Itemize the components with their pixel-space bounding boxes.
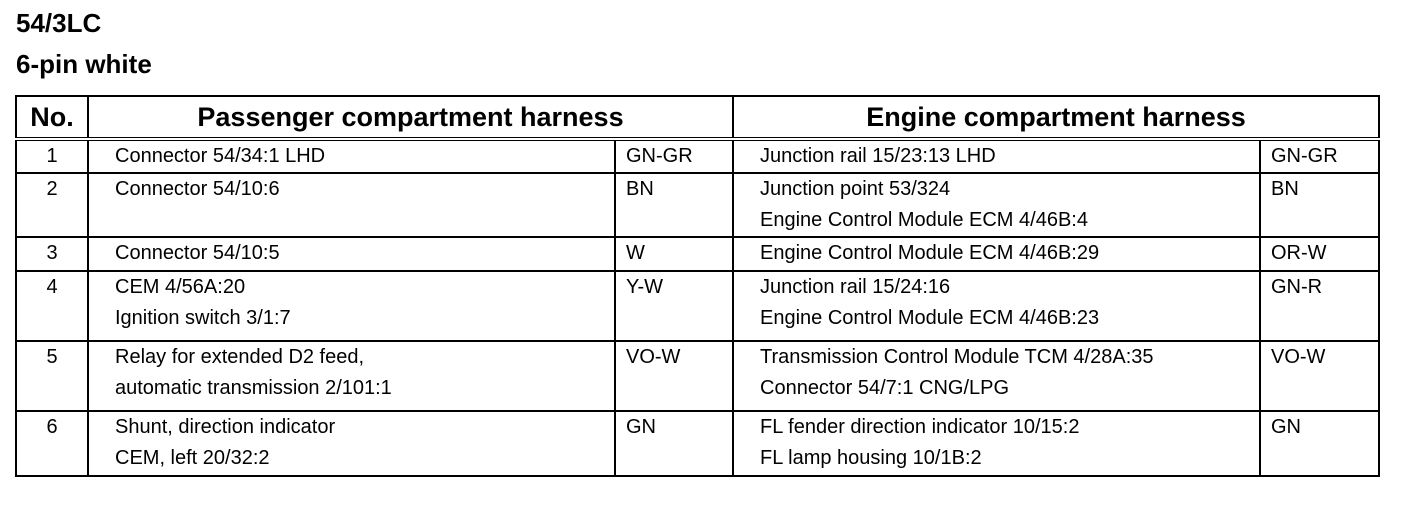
passenger-wire-color: W — [615, 237, 733, 271]
engine-wire-color: GN-GR — [1260, 139, 1379, 173]
header-no: No. — [16, 96, 88, 139]
engine-destination-line: FL fender direction indicator 10/15:2 — [760, 416, 1080, 438]
table-row — [16, 411, 1379, 476]
passenger-destination-line: Ignition switch 3/1:7 — [115, 307, 291, 329]
engine-destination-line: Engine Control Module ECM 4/46B:29 — [760, 242, 1100, 264]
engine-destination-line: Junction rail 15/24:16 — [760, 276, 951, 298]
engine-destination — [733, 341, 1260, 411]
pin-number: 2 — [16, 173, 88, 237]
engine-wire-color: VO-W — [1260, 341, 1379, 411]
engine-destination — [733, 271, 1260, 341]
pin-number: 4 — [16, 271, 88, 341]
passenger-wire-color: VO-W — [615, 341, 733, 411]
engine-destination-line: Connector 54/7:1 CNG/LPG — [760, 377, 1010, 399]
passenger-destination-line: CEM, left 20/32:2 — [115, 447, 270, 469]
passenger-destination-line: automatic transmission 2/101:1 — [115, 377, 392, 399]
passenger-destination-line: Shunt, direction indicator — [115, 416, 336, 438]
table-row — [16, 271, 1379, 341]
passenger-wire-color: Y-W — [615, 271, 733, 341]
engine-destination — [733, 173, 1260, 237]
passenger-destination — [88, 271, 615, 341]
pin-number: 1 — [16, 139, 88, 173]
table-body — [16, 139, 1379, 476]
table-row — [16, 237, 1379, 271]
table-row — [16, 139, 1379, 173]
passenger-destination-line: Connector 54/10:6 — [115, 178, 280, 200]
passenger-destination — [88, 341, 615, 411]
pin-number: 3 — [16, 237, 88, 271]
engine-wire-color: GN — [1260, 411, 1379, 476]
passenger-destination-line: CEM 4/56A:20 — [115, 276, 246, 298]
pinout-table — [15, 95, 1380, 477]
header-passenger-harness: Passenger compartment harness — [88, 96, 733, 139]
header-engine-harness: Engine compartment harness — [733, 96, 1379, 139]
engine-destination-line: FL lamp housing 10/1B:2 — [760, 447, 982, 469]
engine-destination-line: Engine Control Module ECM 4/46B:4 — [760, 209, 1088, 231]
engine-destination — [733, 411, 1260, 476]
passenger-wire-color: BN — [615, 173, 733, 237]
engine-wire-color: GN-R — [1260, 271, 1379, 341]
passenger-destination-line: Connector 54/34:1 LHD — [115, 145, 326, 167]
pin-number: 5 — [16, 341, 88, 411]
passenger-destination — [88, 173, 615, 237]
engine-destination — [733, 237, 1260, 271]
connector-title: 54/3LC — [16, 8, 102, 38]
connector-subtitle: 6-pin white — [16, 49, 152, 79]
engine-destination-line: Junction rail 15/23:13 LHD — [760, 145, 996, 167]
passenger-wire-color: GN-GR — [615, 139, 733, 173]
passenger-destination-line: Relay for extended D2 feed, — [115, 346, 365, 368]
passenger-destination — [88, 139, 615, 173]
engine-destination-line: Engine Control Module ECM 4/46B:23 — [760, 307, 1100, 329]
passenger-destination — [88, 411, 615, 476]
engine-destination-line: Junction point 53/324 — [760, 178, 951, 200]
pin-number: 6 — [16, 411, 88, 476]
table-row — [16, 173, 1379, 237]
table-header-row — [16, 96, 1379, 139]
engine-wire-color: OR-W — [1260, 237, 1379, 271]
passenger-destination — [88, 237, 615, 271]
engine-destination-line: Transmission Control Module TCM 4/28A:35 — [760, 346, 1154, 368]
engine-destination — [733, 139, 1260, 173]
passenger-wire-color: GN — [615, 411, 733, 476]
passenger-destination-line: Connector 54/10:5 — [115, 242, 280, 264]
engine-wire-color: BN — [1260, 173, 1379, 237]
table-row — [16, 341, 1379, 411]
